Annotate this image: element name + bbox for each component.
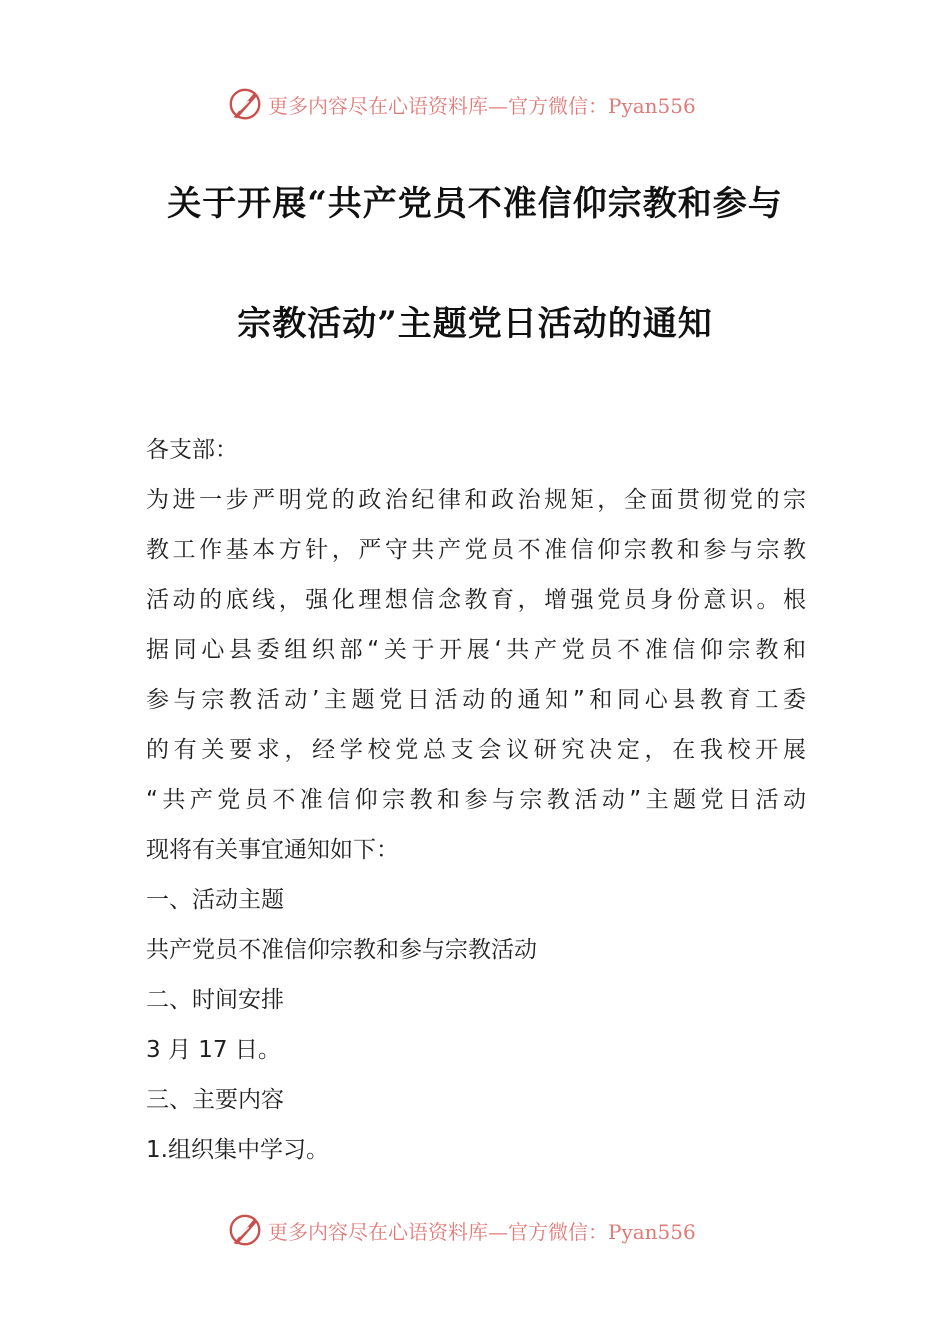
- watermark-text: 更多内容尽在心语资料库—官方微信：Pyan556: [268, 1219, 696, 1244]
- document-body: [146, 430, 806, 1180]
- paragraph-line: 的有关要求，经学校党总支会议研究决定，在我校开展: [146, 737, 806, 763]
- document-title-line-2: 宗教活动”主题党日活动的通知: [237, 304, 713, 344]
- paragraph-line: 教工作基本方针，严守共产党员不准信仰宗教和参与宗教: [146, 537, 806, 563]
- paragraph-line: 参与宗教活动’主题党日活动的通知”和同心县教育工委: [146, 687, 806, 713]
- paragraph-line: 现将有关事宜通知如下：: [146, 837, 399, 863]
- paragraph-line: 活动的底线，强化理想信念教育，增强党员身份意识。根: [146, 587, 806, 613]
- document-title-line-1: 关于开展“共产党员不准信仰宗教和参与: [167, 184, 783, 224]
- watermark-footer: [226, 1210, 696, 1250]
- section-content-date: 3 月 17 日。: [146, 1037, 281, 1063]
- quill-logo-icon: [226, 85, 264, 123]
- watermark-header: [226, 84, 696, 124]
- section-heading-content: 三、主要内容: [146, 1087, 284, 1113]
- salutation: 各支部：: [146, 437, 238, 463]
- paragraph-line: 为进一步严明党的政治纪律和政治规矩，全面贯彻党的宗: [146, 487, 806, 513]
- paragraph-line: “共产党员不准信仰宗教和参与宗教活动”主题党日活动: [146, 787, 806, 813]
- watermark-text: 更多内容尽在心语资料库—官方微信：Pyan556: [268, 93, 696, 118]
- quill-logo-icon: [226, 1211, 264, 1249]
- list-item-study: 1.组织集中学习。: [146, 1137, 329, 1163]
- section-heading-theme: 一、活动主题: [146, 887, 284, 913]
- section-heading-time: 二、时间安排: [146, 987, 284, 1013]
- paragraph-line: 据同心县委组织部“关于开展‘共产党员不准信仰宗教和: [146, 637, 806, 663]
- section-content-theme: 共产党员不准信仰宗教和参与宗教活动: [146, 937, 537, 963]
